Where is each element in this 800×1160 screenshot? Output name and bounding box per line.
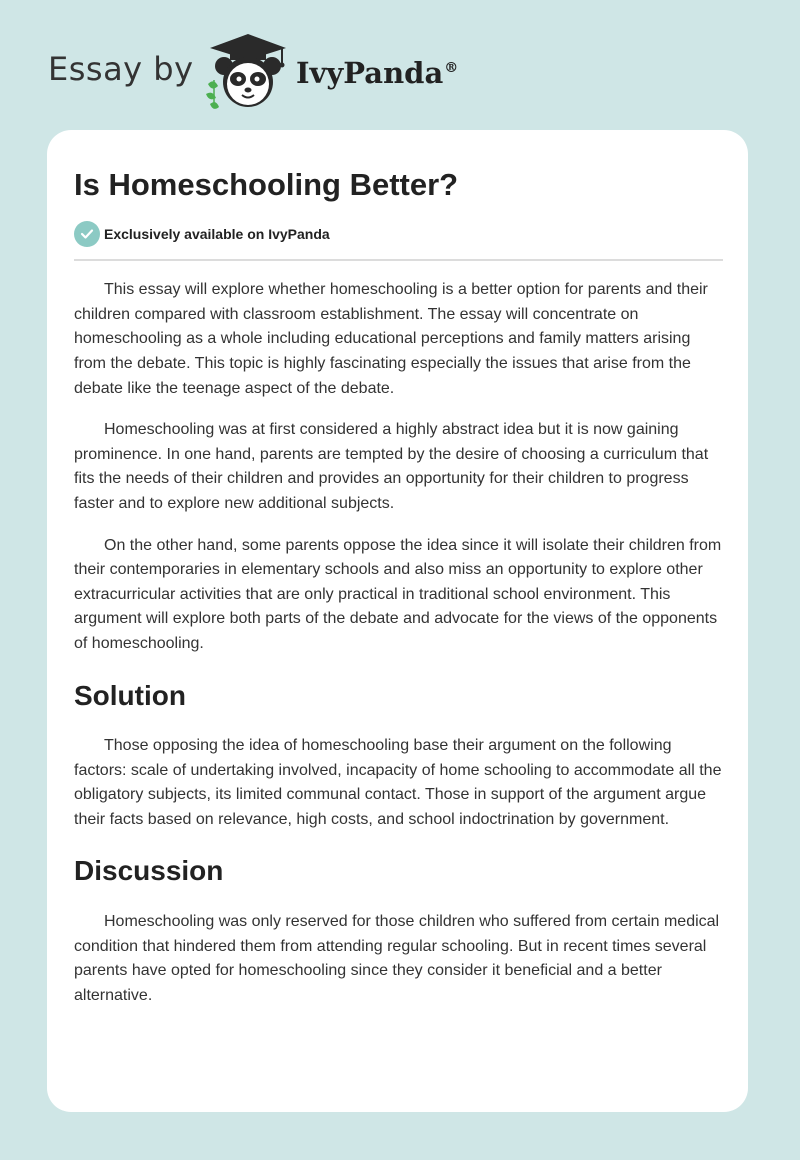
check-circle-icon bbox=[74, 221, 100, 247]
paragraph: Homeschooling was at first considered a highly abstract idea but it is now gaining prominence. In one hand, parents are tempted by the desire of choosing a curriculum that fits the needs of their children and provides an opportunity for their children to progress faster and to explore new additional subjects. bbox=[74, 421, 709, 512]
paragraph: On the other hand, some parents oppose the idea since it will isolate their children from their contemporaries in elementary schools and also miss an opportunity to explore other extracurricular activities that are only practical in traditional school environment. This argument will explore both parts of the debate and advocate for the views of the opponents of homeschooling. bbox=[74, 536, 722, 652]
section-heading-solution: Solution bbox=[74, 679, 186, 711]
essay-by-label: Essay by bbox=[48, 50, 194, 88]
site-header bbox=[0, 0, 800, 130]
divider bbox=[74, 259, 723, 261]
paragraph: Those opposing the idea of homeschooling base their argument on the following factors: scale of undertaking involved, incapacity of home schooling to accommodate all the obligatory subjects, its limited communal contact. Those in support of the argument argue their facts based on relevance, high costs, and school indoctrination by government. bbox=[74, 737, 722, 828]
registered-mark: ® bbox=[444, 60, 459, 77]
brand-name[interactable] bbox=[296, 56, 458, 90]
section-heading-discussion: Discussion bbox=[74, 855, 224, 887]
exclusive-badge bbox=[74, 221, 721, 247]
page-title: Is Homeschooling Better? bbox=[74, 167, 459, 202]
paragraph: This essay will explore whether homeschooling is a better option for parents and their children compared with classroom establishment. The essay will concentrate on homeschooling as a whole including educational perceptions and family matters arising from the debate. This topic is highly fascinating especially the issues that arise from the debate like the teenage aspect of the debate. bbox=[74, 281, 708, 397]
paragraph: Homeschooling was only reserved for those children who suffered from certain medical condition that hindered them from attending regular schooling. But in recent times several parents have opted for homeschooling since they consider it beneficial and a better alternative. bbox=[74, 913, 720, 1004]
panda-graduate-icon[interactable] bbox=[200, 32, 292, 110]
essay-card bbox=[47, 130, 748, 1112]
brand-name-text: IvyPanda bbox=[296, 56, 444, 90]
exclusive-badge-label: Exclusively available on IvyPanda bbox=[104, 226, 330, 243]
